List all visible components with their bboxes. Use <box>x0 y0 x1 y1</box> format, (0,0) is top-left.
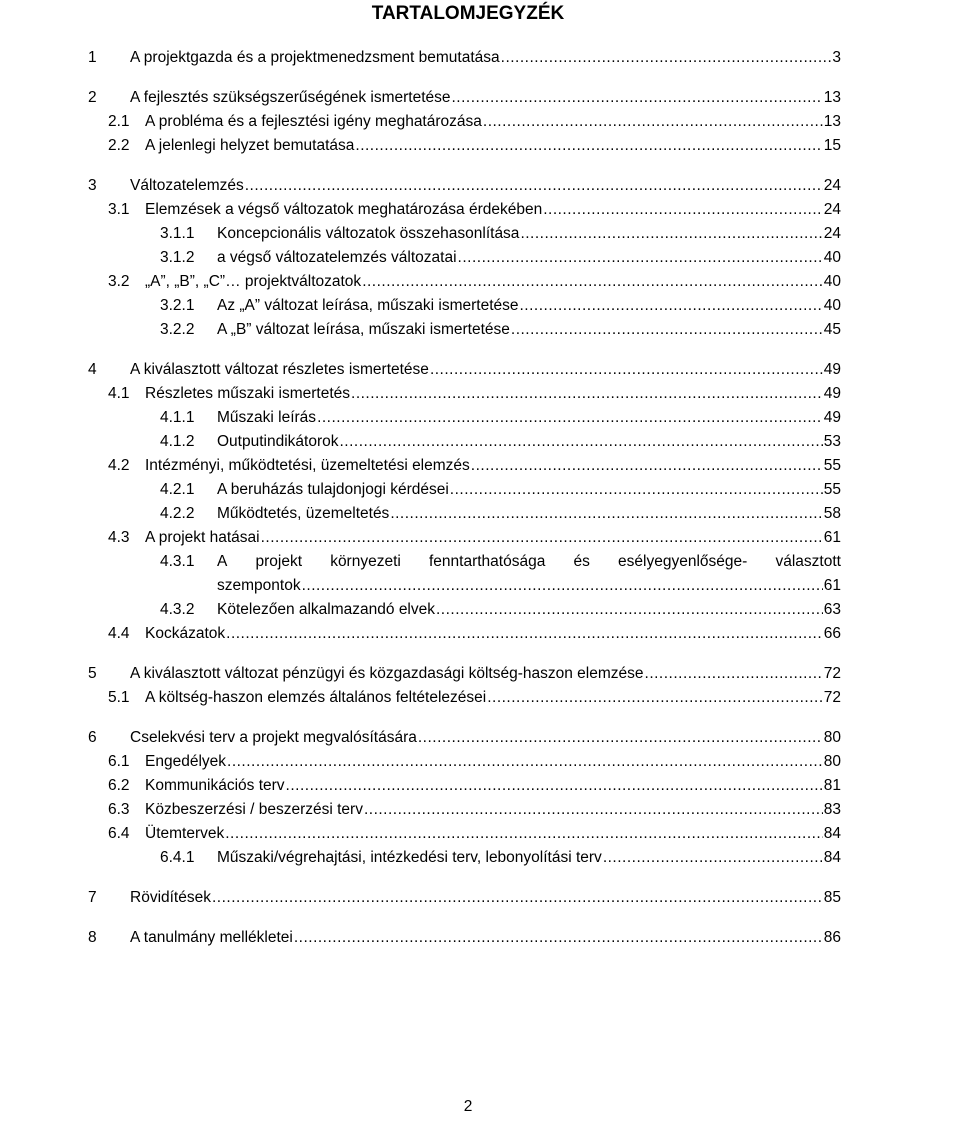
toc-entry-page: 49 <box>823 409 841 426</box>
toc-entry-number: 4.1 <box>108 385 130 402</box>
toc-leader-dots <box>226 622 823 646</box>
toc-entry-page: 13 <box>823 89 841 106</box>
toc-entry-text: A költség-haszon elemzés általános feltételezései <box>145 689 487 706</box>
toc-entry[interactable] <box>0 526 960 550</box>
toc-title: TARTALOMJEGYZÉK <box>371 3 565 24</box>
toc-entry-text: A projekt hatásai <box>145 529 260 546</box>
toc-entry[interactable] <box>0 822 960 846</box>
toc-entry-page: 24 <box>823 225 841 242</box>
toc-entry-text: Kommunikációs terv <box>145 777 285 794</box>
toc-entry-text: A „B” változat leírása, műszaki ismertetése <box>217 321 510 338</box>
toc-leader-dots <box>458 246 823 270</box>
toc-entry[interactable] <box>0 46 960 70</box>
toc-entry-page: 15 <box>823 137 841 154</box>
toc-entry-text: Intézményi, működtetési, üzemeltetési elemzés <box>145 457 470 474</box>
toc-leader-dots <box>487 686 823 710</box>
toc-entry-text: Közbeszerzési / beszerzési terv <box>145 801 363 818</box>
toc-entry[interactable] <box>0 798 960 822</box>
toc-leader-dots <box>430 358 823 382</box>
toc-entry-word: fenntarthatósága <box>429 553 546 570</box>
toc-entry-text: Rövidítések <box>130 889 211 906</box>
toc-entry-page: 81 <box>823 777 841 794</box>
toc-entry-text: A projektgazda és a projektmenedzsment bemutatása <box>130 49 500 66</box>
toc-entry-page: 84 <box>823 825 841 842</box>
toc-entry-word: és <box>573 553 590 570</box>
toc-entry-number: 4.1.1 <box>160 409 195 426</box>
toc-entry-text: A kiválasztott változat részletes ismertetése <box>130 361 429 378</box>
toc-leader-dots <box>302 574 823 598</box>
toc-entry-page: 40 <box>823 273 841 290</box>
toc-entry-number: 6 <box>88 729 97 746</box>
toc-entry-number: 4.2.2 <box>160 505 195 522</box>
toc-entry[interactable] <box>0 198 960 222</box>
toc-leader-dots <box>450 478 823 502</box>
toc-entry-page: 3 <box>832 49 841 66</box>
toc-leader-dots <box>364 798 823 822</box>
toc-entry[interactable] <box>0 662 960 686</box>
toc-entry-page: 24 <box>823 177 841 194</box>
toc-entry-number: 5.1 <box>108 689 130 706</box>
toc-entry-page: 80 <box>823 729 841 746</box>
toc-entry-page: 40 <box>823 249 841 266</box>
toc-entry-text: A fejlesztés szükségszerűségének ismertetése <box>130 89 451 106</box>
toc-entry-number: 3.1.1 <box>160 225 195 242</box>
toc-entry[interactable] <box>0 174 960 198</box>
toc-entry[interactable] <box>0 358 960 382</box>
toc-leader-dots <box>351 382 823 406</box>
toc-entry-word: A <box>217 553 228 570</box>
toc-leader-dots <box>227 750 823 774</box>
toc-entry[interactable] <box>0 502 960 526</box>
toc-entry-number: 3.1 <box>108 201 130 218</box>
toc-entry[interactable] <box>0 134 960 158</box>
toc-entry-number: 3.2 <box>108 273 130 290</box>
toc-entry[interactable] <box>0 246 960 270</box>
toc-entry-number: 6.2 <box>108 777 130 794</box>
toc-entry[interactable] <box>0 294 960 318</box>
toc-entry-page: 63 <box>823 601 841 618</box>
toc-leader-dots <box>511 318 823 342</box>
toc-entry[interactable] <box>0 886 960 910</box>
toc-entry[interactable] <box>0 110 960 134</box>
toc-leader-dots <box>483 110 823 134</box>
toc-entry-number: 4.2 <box>108 457 130 474</box>
toc-entry-text: Műszaki/végrehajtási, intézkedési terv, lebonyolítási terv <box>217 849 602 866</box>
toc-entry-number: 6.1 <box>108 753 130 770</box>
toc-entry-text: Működtetés, üzemeltetés <box>217 505 390 522</box>
toc-entry-text: Outputindikátorok <box>217 433 339 450</box>
toc-leader-dots <box>390 502 822 526</box>
toc-entry-page: 13 <box>823 113 841 130</box>
toc-entry-number: 3 <box>88 177 97 194</box>
toc-leader-dots <box>294 926 823 950</box>
toc-leader-dots <box>501 46 832 70</box>
toc-entry[interactable] <box>0 318 960 342</box>
toc-entry[interactable] <box>0 270 960 294</box>
toc-entry-text: Elemzések a végső változatok meghatározása érdekében <box>145 201 543 218</box>
toc-entry-number: 1 <box>88 49 97 66</box>
toc-leader-dots <box>452 86 823 110</box>
toc-entry-text: Engedélyek <box>145 753 227 770</box>
toc-entry-number: 7 <box>88 889 97 906</box>
toc-entry-number: 3.2.1 <box>160 297 195 314</box>
toc-entry-page: 40 <box>823 297 841 314</box>
toc-entry-page: 85 <box>823 889 841 906</box>
toc-entry-page: 61 <box>823 577 841 594</box>
toc-leader-dots <box>645 662 823 686</box>
page-number: 2 <box>463 1098 473 1115</box>
toc-entry-number: 4.3.2 <box>160 601 195 618</box>
toc-entry-number: 4.3.1 <box>160 553 195 570</box>
toc-entry-page: 84 <box>823 849 841 866</box>
toc-entry-page: 58 <box>823 505 841 522</box>
toc-entry[interactable] <box>0 406 960 430</box>
toc-entry-number: 4.3 <box>108 529 130 546</box>
toc-entry-page: 80 <box>823 753 841 770</box>
toc-leader-dots <box>520 294 823 318</box>
toc-leader-dots <box>362 270 823 294</box>
toc-entry-number: 8 <box>88 929 97 946</box>
toc-entry[interactable] <box>0 454 960 478</box>
toc-entry-text: Ütemtervek <box>145 825 225 842</box>
toc-entry-word: esélyegyenlősége- <box>618 553 748 570</box>
toc-entry-page: 66 <box>823 625 841 642</box>
toc-entry[interactable] <box>0 726 960 750</box>
toc-entry-text: A beruházás tulajdonjogi kérdései <box>217 481 449 498</box>
toc-entry-text: A probléma és a fejlesztési igény meghatározása <box>145 113 482 130</box>
toc-leader-dots <box>225 822 823 846</box>
toc-entry-word: környezeti <box>330 553 401 570</box>
toc-entry-text: Változatelemzés <box>130 177 244 194</box>
toc-entry-page: 55 <box>823 481 841 498</box>
toc-entry-page: 61 <box>823 529 841 546</box>
toc-entry-page: 49 <box>823 361 841 378</box>
toc-entry[interactable] <box>0 926 960 950</box>
toc-entry-number: 2 <box>88 89 97 106</box>
toc-entry-page: 83 <box>823 801 841 818</box>
toc-leader-dots <box>317 406 823 430</box>
toc-entry-text: Kockázatok <box>145 625 226 642</box>
toc-entry[interactable] <box>0 622 960 646</box>
toc-entry[interactable] <box>0 550 960 598</box>
toc-entry-page: 45 <box>823 321 841 338</box>
toc-leader-dots <box>436 598 823 622</box>
toc-entry-text: Részletes műszaki ismertetés <box>145 385 351 402</box>
toc-entry-word: választott <box>775 553 841 570</box>
toc-entry-word: projekt <box>255 553 303 570</box>
toc-entry-text: a végső változatelemzés változatai <box>217 249 457 266</box>
toc-leader-dots <box>261 526 823 550</box>
toc-entry-number: 5 <box>88 665 97 682</box>
toc-entry[interactable] <box>0 382 960 406</box>
toc-entry-page: 55 <box>823 457 841 474</box>
toc-entry-number: 6.4 <box>108 825 130 842</box>
toc-entry-page: 86 <box>823 929 841 946</box>
toc-entry-page: 72 <box>823 689 841 706</box>
toc-entry[interactable] <box>0 750 960 774</box>
toc-entry-number: 2.1 <box>108 113 130 130</box>
toc-leader-dots <box>286 774 823 798</box>
toc-entry-page: 24 <box>823 201 841 218</box>
toc-entry-number: 6.3 <box>108 801 130 818</box>
toc-entry-text: Koncepcionális változatok összehasonlítása <box>217 225 520 242</box>
toc-leader-dots <box>543 198 823 222</box>
toc-entry-page: 53 <box>823 433 841 450</box>
toc-entry[interactable] <box>0 686 960 710</box>
toc-entry-number: 4.1.2 <box>160 433 195 450</box>
toc-entry-text: Cselekvési terv a projekt megvalósítására <box>130 729 417 746</box>
toc-entry-page: 72 <box>823 665 841 682</box>
toc-entry[interactable] <box>0 86 960 110</box>
toc-entry[interactable] <box>0 774 960 798</box>
toc-entry[interactable] <box>0 478 960 502</box>
toc-entry-page: 49 <box>823 385 841 402</box>
toc-entry-number: 4 <box>88 361 97 378</box>
toc-leader-dots <box>212 886 823 910</box>
toc-leader-dots <box>471 454 823 478</box>
toc-leader-dots <box>418 726 823 750</box>
toc-entry-text: A tanulmány mellékletei <box>130 929 293 946</box>
toc-entry-number: 4.2.1 <box>160 481 195 498</box>
toc-entry-number: 2.2 <box>108 137 130 154</box>
toc-leader-dots <box>603 846 823 870</box>
toc-entry-text: Az „A” változat leírása, műszaki ismertetése <box>217 297 519 314</box>
toc-entry-text: „A”, „B”, „C”… projektváltozatok <box>145 273 362 290</box>
toc-leader-dots <box>520 222 822 246</box>
toc-entry[interactable] <box>0 222 960 246</box>
toc-entry-text: A kiválasztott változat pénzügyi és közgazdasági költség-haszon elemzése <box>130 665 644 682</box>
toc-entry[interactable] <box>0 598 960 622</box>
toc-entry[interactable] <box>0 846 960 870</box>
toc-entry-text: szempontok <box>217 577 301 594</box>
toc-leader-dots <box>340 430 823 454</box>
toc-leader-dots <box>355 134 822 158</box>
toc-entry-number: 3.1.2 <box>160 249 195 266</box>
toc-entry-text: Műszaki leírás <box>217 409 317 426</box>
toc-entry-number: 6.4.1 <box>160 849 195 866</box>
toc-entry-number: 4.4 <box>108 625 130 642</box>
toc-entry-number: 3.2.2 <box>160 321 195 338</box>
toc-entry[interactable] <box>0 430 960 454</box>
toc-entry-text: A jelenlegi helyzet bemutatása <box>145 137 355 154</box>
toc-entry-text: Kötelezően alkalmazandó elvek <box>217 601 435 618</box>
toc-leader-dots <box>245 174 823 198</box>
